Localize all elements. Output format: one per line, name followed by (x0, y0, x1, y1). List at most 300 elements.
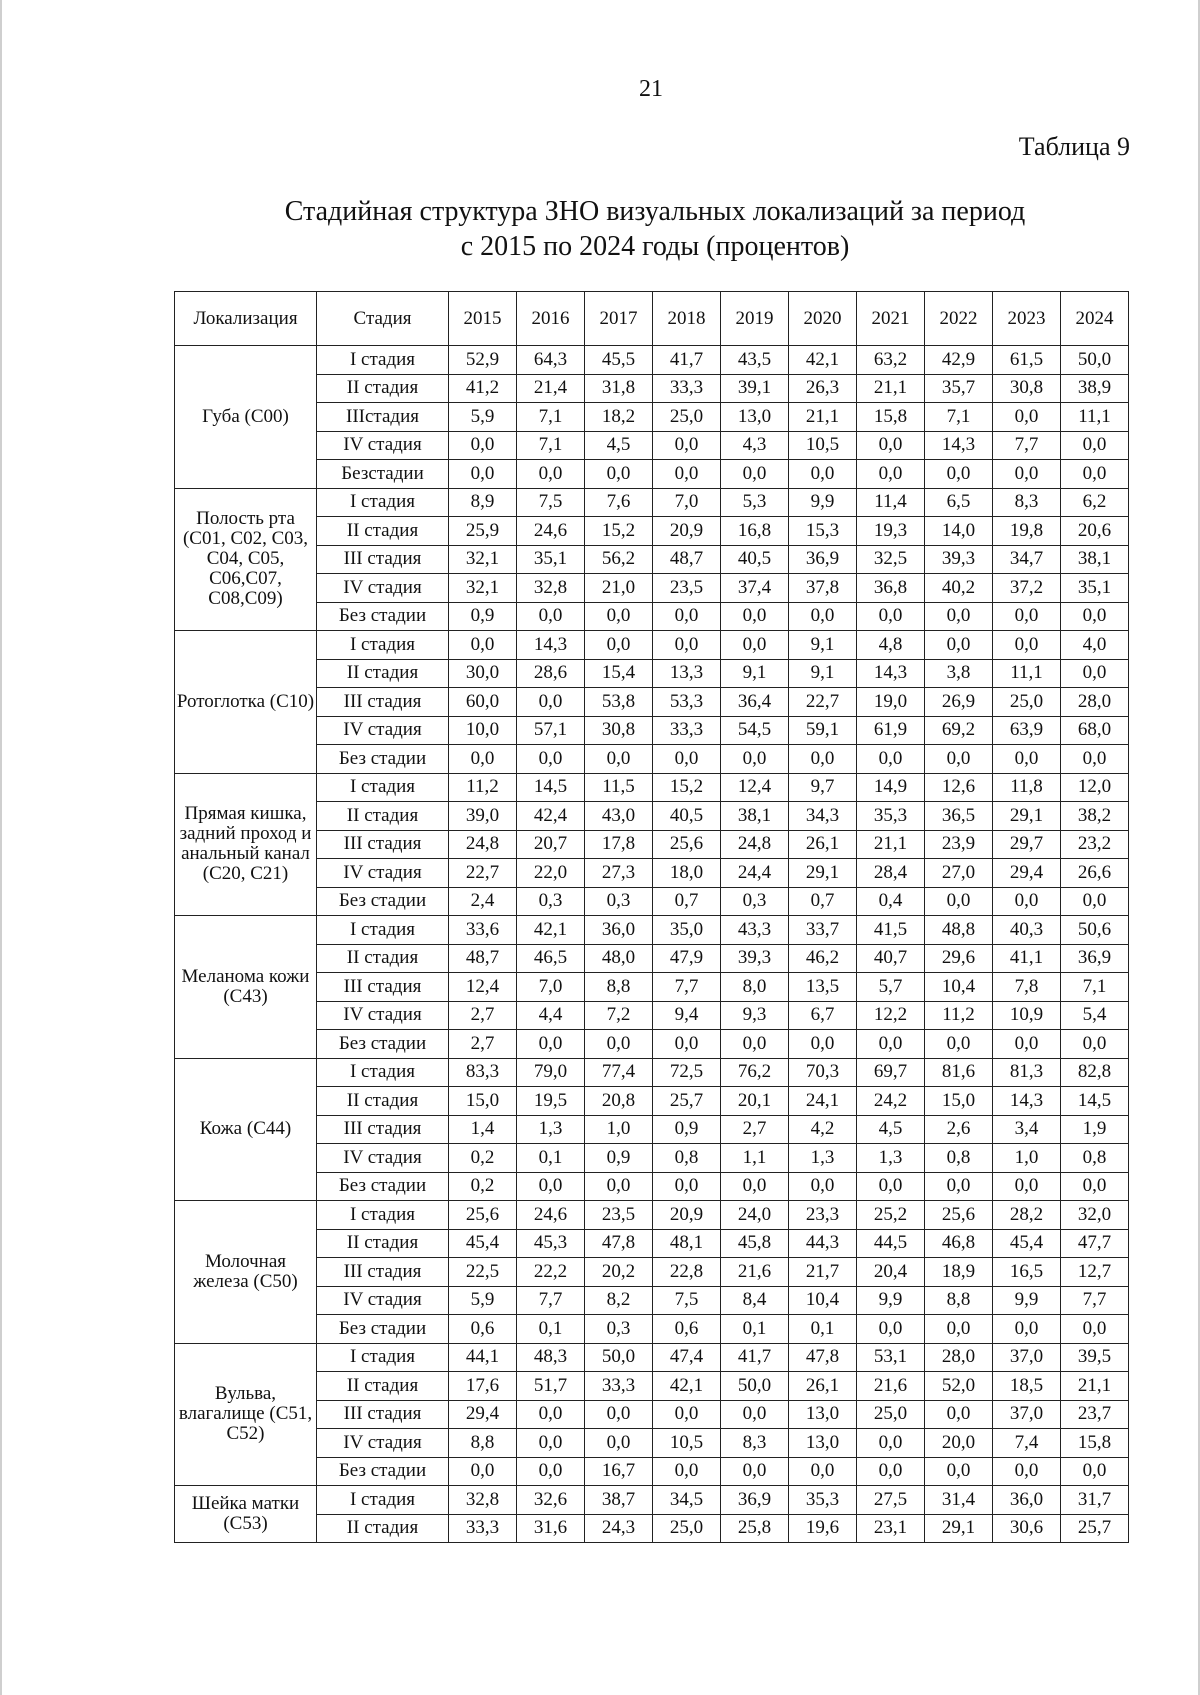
value-cell: 25,0 (653, 1514, 721, 1543)
table-row (175, 517, 1129, 546)
value-cell: 22,7 (449, 859, 517, 888)
value-cell: 21,7 (789, 1258, 857, 1287)
stage-cell: Без стадии (317, 1315, 449, 1344)
column-header: 2024 (1061, 292, 1129, 346)
value-cell: 0,3 (721, 887, 789, 916)
value-cell: 39,5 (1061, 1343, 1129, 1372)
value-cell: 18,5 (993, 1372, 1061, 1401)
value-cell: 0,0 (721, 745, 789, 774)
value-cell: 0,0 (517, 460, 585, 489)
value-cell: 6,2 (1061, 488, 1129, 517)
value-cell: 0,8 (1061, 1144, 1129, 1173)
value-cell: 15,8 (857, 403, 925, 432)
table-row (175, 1400, 1129, 1429)
value-cell: 7,1 (517, 431, 585, 460)
table-row (175, 802, 1129, 831)
value-cell: 5,9 (449, 1286, 517, 1315)
value-cell: 82,8 (1061, 1058, 1129, 1087)
table-row (175, 602, 1129, 631)
value-cell: 13,0 (789, 1429, 857, 1458)
value-cell: 4,4 (517, 1001, 585, 1030)
value-cell: 10,9 (993, 1001, 1061, 1030)
value-cell: 54,5 (721, 716, 789, 745)
value-cell: 14,5 (517, 773, 585, 802)
value-cell: 24,8 (449, 830, 517, 859)
value-cell: 33,3 (653, 716, 721, 745)
value-cell: 14,3 (993, 1087, 1061, 1116)
stage-cell: III стадия (317, 1115, 449, 1144)
value-cell: 0,0 (925, 602, 993, 631)
stage-cell: IV стадия (317, 1144, 449, 1173)
value-cell: 2,7 (721, 1115, 789, 1144)
table-row (175, 688, 1129, 717)
table-row (175, 859, 1129, 888)
value-cell: 19,5 (517, 1087, 585, 1116)
value-cell: 29,4 (993, 859, 1061, 888)
value-cell: 15,4 (585, 659, 653, 688)
value-cell: 0,0 (721, 1030, 789, 1059)
value-cell: 1,4 (449, 1115, 517, 1144)
value-cell: 22,2 (517, 1258, 585, 1287)
value-cell: 0,0 (653, 602, 721, 631)
value-cell: 29,1 (789, 859, 857, 888)
value-cell: 21,0 (585, 574, 653, 603)
table-row (175, 716, 1129, 745)
value-cell: 33,6 (449, 916, 517, 945)
value-cell: 45,4 (993, 1229, 1061, 1258)
column-header: 2015 (449, 292, 517, 346)
value-cell: 34,3 (789, 802, 857, 831)
value-cell: 0,0 (517, 1429, 585, 1458)
value-cell: 0,0 (925, 887, 993, 916)
table-row (175, 1115, 1129, 1144)
value-cell: 0,0 (585, 1429, 653, 1458)
value-cell: 43,0 (585, 802, 653, 831)
value-cell: 25,6 (653, 830, 721, 859)
value-cell: 0,0 (1061, 745, 1129, 774)
value-cell: 2,7 (449, 1030, 517, 1059)
value-cell: 0,9 (449, 602, 517, 631)
value-cell: 0,0 (585, 631, 653, 660)
value-cell: 1,0 (585, 1115, 653, 1144)
value-cell: 15,8 (1061, 1429, 1129, 1458)
table-row (175, 1001, 1129, 1030)
value-cell: 0,8 (653, 1144, 721, 1173)
table-row (175, 944, 1129, 973)
stage-cell: II стадия (317, 1372, 449, 1401)
value-cell: 0,0 (1061, 1457, 1129, 1486)
value-cell: 30,8 (585, 716, 653, 745)
value-cell: 2,4 (449, 887, 517, 916)
location-cell: Меланома кожи (С43) (175, 916, 317, 1059)
value-cell: 7,0 (517, 973, 585, 1002)
value-cell: 13,5 (789, 973, 857, 1002)
value-cell: 50,6 (1061, 916, 1129, 945)
value-cell: 0,4 (857, 887, 925, 916)
value-cell: 47,7 (1061, 1229, 1129, 1258)
value-cell: 51,7 (517, 1372, 585, 1401)
table-row (175, 887, 1129, 916)
value-cell: 53,8 (585, 688, 653, 717)
document-title (0, 194, 1200, 264)
value-cell: 12,2 (857, 1001, 925, 1030)
table-row (175, 1429, 1129, 1458)
value-cell: 36,0 (585, 916, 653, 945)
table-row (175, 973, 1129, 1002)
value-cell: 0,0 (789, 602, 857, 631)
value-cell: 26,1 (789, 830, 857, 859)
value-cell: 40,7 (857, 944, 925, 973)
table-row (175, 1087, 1129, 1116)
value-cell: 48,7 (653, 545, 721, 574)
stage-cell: II стадия (317, 1229, 449, 1258)
table-row (175, 659, 1129, 688)
value-cell: 29,6 (925, 944, 993, 973)
value-cell: 20,2 (585, 1258, 653, 1287)
column-header: 2017 (585, 292, 653, 346)
stage-cell: Без стадии (317, 1172, 449, 1201)
value-cell: 5,4 (1061, 1001, 1129, 1030)
value-cell: 23,5 (653, 574, 721, 603)
value-cell: 0,0 (993, 1315, 1061, 1344)
value-cell: 16,5 (993, 1258, 1061, 1287)
table-row (175, 1144, 1129, 1173)
value-cell: 9,1 (789, 659, 857, 688)
value-cell: 0,3 (585, 1315, 653, 1344)
value-cell: 8,8 (925, 1286, 993, 1315)
value-cell: 0,0 (449, 631, 517, 660)
value-cell: 19,8 (993, 517, 1061, 546)
stage-cell: II стадия (317, 659, 449, 688)
value-cell: 0,0 (1061, 1315, 1129, 1344)
value-cell: 33,3 (585, 1372, 653, 1401)
value-cell: 25,7 (1061, 1514, 1129, 1543)
location-cell: Вульва, влагалище (С51, С52) (175, 1343, 317, 1486)
value-cell: 48,7 (449, 944, 517, 973)
value-cell: 11,2 (925, 1001, 993, 1030)
value-cell: 63,2 (857, 346, 925, 375)
value-cell: 39,0 (449, 802, 517, 831)
stage-cell: I стадия (317, 1058, 449, 1087)
value-cell: 38,1 (721, 802, 789, 831)
value-cell: 12,0 (1061, 773, 1129, 802)
value-cell: 42,1 (653, 1372, 721, 1401)
value-cell: 42,1 (789, 346, 857, 375)
value-cell: 11,4 (857, 488, 925, 517)
stage-cell: I стадия (317, 488, 449, 517)
value-cell: 0,1 (721, 1315, 789, 1344)
value-cell: 0,0 (993, 1457, 1061, 1486)
value-cell: 77,4 (585, 1058, 653, 1087)
value-cell: 0,0 (857, 1457, 925, 1486)
value-cell: 9,9 (993, 1286, 1061, 1315)
value-cell: 24,8 (721, 830, 789, 859)
value-cell: 20,9 (653, 1201, 721, 1230)
value-cell: 45,3 (517, 1229, 585, 1258)
value-cell: 6,7 (789, 1001, 857, 1030)
value-cell: 0,0 (857, 1315, 925, 1344)
value-cell: 26,9 (925, 688, 993, 717)
value-cell: 0,0 (1061, 1030, 1129, 1059)
value-cell: 0,2 (449, 1144, 517, 1173)
value-cell: 25,7 (653, 1087, 721, 1116)
stage-cell: II стадия (317, 517, 449, 546)
value-cell: 52,9 (449, 346, 517, 375)
value-cell: 7,7 (993, 431, 1061, 460)
stage-cell: II стадия (317, 944, 449, 973)
value-cell: 20,0 (925, 1429, 993, 1458)
value-cell: 14,0 (925, 517, 993, 546)
table-row (175, 1201, 1129, 1230)
value-cell: 0,0 (857, 745, 925, 774)
value-cell: 0,0 (585, 1030, 653, 1059)
value-cell: 7,7 (517, 1286, 585, 1315)
value-cell: 76,2 (721, 1058, 789, 1087)
value-cell: 0,3 (585, 887, 653, 916)
value-cell: 0,0 (857, 460, 925, 489)
value-cell: 11,8 (993, 773, 1061, 802)
value-cell: 41,5 (857, 916, 925, 945)
value-cell: 0,0 (993, 602, 1061, 631)
value-cell: 36,8 (857, 574, 925, 603)
value-cell: 38,2 (1061, 802, 1129, 831)
value-cell: 0,0 (585, 745, 653, 774)
value-cell: 1,3 (789, 1144, 857, 1173)
stage-cell: IV стадия (317, 1429, 449, 1458)
value-cell: 12,6 (925, 773, 993, 802)
value-cell: 37,4 (721, 574, 789, 603)
value-cell: 22,5 (449, 1258, 517, 1287)
stage-cell: II стадия (317, 1514, 449, 1543)
value-cell: 0,0 (925, 1400, 993, 1429)
value-cell: 56,2 (585, 545, 653, 574)
stage-cell: IV стадия (317, 859, 449, 888)
value-cell: 0,0 (925, 631, 993, 660)
column-header: 2018 (653, 292, 721, 346)
value-cell: 0,0 (653, 460, 721, 489)
value-cell: 0,0 (517, 1457, 585, 1486)
value-cell: 0,0 (585, 602, 653, 631)
value-cell: 0,0 (517, 1030, 585, 1059)
value-cell: 41,2 (449, 374, 517, 403)
stage-cell: Без стадии (317, 602, 449, 631)
table-row (175, 1172, 1129, 1201)
value-cell: 19,0 (857, 688, 925, 717)
value-cell: 9,9 (789, 488, 857, 517)
value-cell: 1,1 (721, 1144, 789, 1173)
value-cell: 36,9 (721, 1486, 789, 1515)
value-cell: 8,0 (721, 973, 789, 1002)
value-cell: 8,9 (449, 488, 517, 517)
value-cell: 8,4 (721, 1286, 789, 1315)
value-cell: 4,5 (857, 1115, 925, 1144)
value-cell: 15,3 (789, 517, 857, 546)
value-cell: 20,8 (585, 1087, 653, 1116)
stage-cell: IV стадия (317, 1001, 449, 1030)
value-cell: 0,0 (1061, 659, 1129, 688)
value-cell: 0,1 (517, 1315, 585, 1344)
value-cell: 0,0 (721, 602, 789, 631)
value-cell: 35,3 (857, 802, 925, 831)
value-cell: 21,1 (1061, 1372, 1129, 1401)
stage-cell: III стадия (317, 1258, 449, 1287)
value-cell: 42,9 (925, 346, 993, 375)
value-cell: 28,2 (993, 1201, 1061, 1230)
value-cell: 61,9 (857, 716, 925, 745)
value-cell: 1,3 (517, 1115, 585, 1144)
value-cell: 25,0 (857, 1400, 925, 1429)
value-cell: 21,1 (857, 830, 925, 859)
value-cell: 3,4 (993, 1115, 1061, 1144)
column-header: Локализация (175, 292, 317, 346)
value-cell: 19,6 (789, 1514, 857, 1543)
value-cell: 38,9 (1061, 374, 1129, 403)
value-cell: 29,1 (925, 1514, 993, 1543)
table-row (175, 916, 1129, 945)
value-cell: 10,4 (789, 1286, 857, 1315)
value-cell: 39,3 (925, 545, 993, 574)
value-cell: 0,6 (653, 1315, 721, 1344)
value-cell: 1,3 (857, 1144, 925, 1173)
value-cell: 0,0 (1061, 460, 1129, 489)
stage-cell: II стадия (317, 374, 449, 403)
value-cell: 1,0 (993, 1144, 1061, 1173)
value-cell: 32,1 (449, 545, 517, 574)
value-cell: 0,0 (517, 1400, 585, 1429)
value-cell: 9,3 (721, 1001, 789, 1030)
value-cell: 14,9 (857, 773, 925, 802)
value-cell: 37,0 (993, 1343, 1061, 1372)
value-cell: 0,0 (449, 1457, 517, 1486)
value-cell: 0,0 (653, 631, 721, 660)
value-cell: 23,9 (925, 830, 993, 859)
column-header: 2022 (925, 292, 993, 346)
value-cell: 7,5 (653, 1286, 721, 1315)
value-cell: 8,2 (585, 1286, 653, 1315)
column-header: 2016 (517, 292, 585, 346)
title-line-1: Стадийная структура ЗНО визуальных локализаций за период (284, 196, 1026, 227)
value-cell: 0,0 (517, 602, 585, 631)
stage-cell: IIIстадия (317, 403, 449, 432)
stage-cell: IV стадия (317, 716, 449, 745)
location-cell: Ротоглотка (С10) (175, 631, 317, 774)
value-cell: 10,5 (789, 431, 857, 460)
value-cell: 25,6 (925, 1201, 993, 1230)
value-cell: 22,7 (789, 688, 857, 717)
value-cell: 0,0 (993, 403, 1061, 432)
value-cell: 8,8 (449, 1429, 517, 1458)
value-cell: 0,0 (925, 460, 993, 489)
value-cell: 39,1 (721, 374, 789, 403)
value-cell: 33,7 (789, 916, 857, 945)
value-cell: 0,0 (721, 631, 789, 660)
value-cell: 7,7 (653, 973, 721, 1002)
stage-cell: Безстадии (317, 460, 449, 489)
value-cell: 24,2 (857, 1087, 925, 1116)
value-cell: 0,0 (585, 1400, 653, 1429)
value-cell: 0,0 (517, 1172, 585, 1201)
stage-cell: IV стадия (317, 574, 449, 603)
value-cell: 48,1 (653, 1229, 721, 1258)
value-cell: 37,2 (993, 574, 1061, 603)
value-cell: 0,7 (653, 887, 721, 916)
value-cell: 9,1 (789, 631, 857, 660)
value-cell: 31,7 (1061, 1486, 1129, 1515)
value-cell: 35,1 (1061, 574, 1129, 603)
value-cell: 27,5 (857, 1486, 925, 1515)
value-cell: 24,1 (789, 1087, 857, 1116)
value-cell: 16,7 (585, 1457, 653, 1486)
value-cell: 26,6 (1061, 859, 1129, 888)
value-cell: 9,7 (789, 773, 857, 802)
value-cell: 20,6 (1061, 517, 1129, 546)
value-cell: 42,4 (517, 802, 585, 831)
table-row (175, 1486, 1129, 1515)
value-cell: 19,3 (857, 517, 925, 546)
column-header: 2019 (721, 292, 789, 346)
value-cell: 7,0 (653, 488, 721, 517)
value-cell: 27,3 (585, 859, 653, 888)
value-cell: 21,6 (721, 1258, 789, 1287)
stage-cell: I стадия (317, 1343, 449, 1372)
value-cell: 0,0 (857, 1429, 925, 1458)
value-cell: 12,7 (1061, 1258, 1129, 1287)
value-cell: 0,0 (789, 745, 857, 774)
table-row (175, 830, 1129, 859)
value-cell: 26,1 (789, 1372, 857, 1401)
value-cell: 15,2 (585, 517, 653, 546)
value-cell: 0,7 (789, 887, 857, 916)
value-cell: 10,5 (653, 1429, 721, 1458)
value-cell: 2,6 (925, 1115, 993, 1144)
value-cell: 38,1 (1061, 545, 1129, 574)
value-cell: 0,0 (449, 431, 517, 460)
value-cell: 20,1 (721, 1087, 789, 1116)
table-row (175, 631, 1129, 660)
location-cell: Полость рта (С01, С02, С03, С04, С05, С06,С07, С08,С09) (175, 488, 317, 631)
location-cell: Прямая кишка, задний проход и анальный канал (С20, С21) (175, 773, 317, 916)
value-cell: 59,1 (789, 716, 857, 745)
value-cell: 35,0 (653, 916, 721, 945)
column-header: 2020 (789, 292, 857, 346)
stage-cell: III стадия (317, 688, 449, 717)
value-cell: 7,8 (993, 973, 1061, 1002)
table-row (175, 1372, 1129, 1401)
value-cell: 18,2 (585, 403, 653, 432)
value-cell: 0,0 (721, 460, 789, 489)
column-header: Стадия (317, 292, 449, 346)
value-cell: 17,6 (449, 1372, 517, 1401)
value-cell: 0,0 (925, 1172, 993, 1201)
table-label: Таблица 9 (1018, 132, 1130, 161)
value-cell: 32,8 (449, 1486, 517, 1515)
stage-cell: IV стадия (317, 431, 449, 460)
value-cell: 31,6 (517, 1514, 585, 1543)
value-cell: 81,3 (993, 1058, 1061, 1087)
value-cell: 7,4 (993, 1429, 1061, 1458)
stage-cell: Без стадии (317, 1030, 449, 1059)
value-cell: 18,0 (653, 859, 721, 888)
value-cell: 11,1 (1061, 403, 1129, 432)
table-row (175, 460, 1129, 489)
stage-cell: Без стадии (317, 1457, 449, 1486)
value-cell: 48,8 (925, 916, 993, 945)
value-cell: 50,0 (721, 1372, 789, 1401)
value-cell: 0,9 (653, 1115, 721, 1144)
value-cell: 50,0 (1061, 346, 1129, 375)
value-cell: 43,5 (721, 346, 789, 375)
value-cell: 0,0 (1061, 1172, 1129, 1201)
